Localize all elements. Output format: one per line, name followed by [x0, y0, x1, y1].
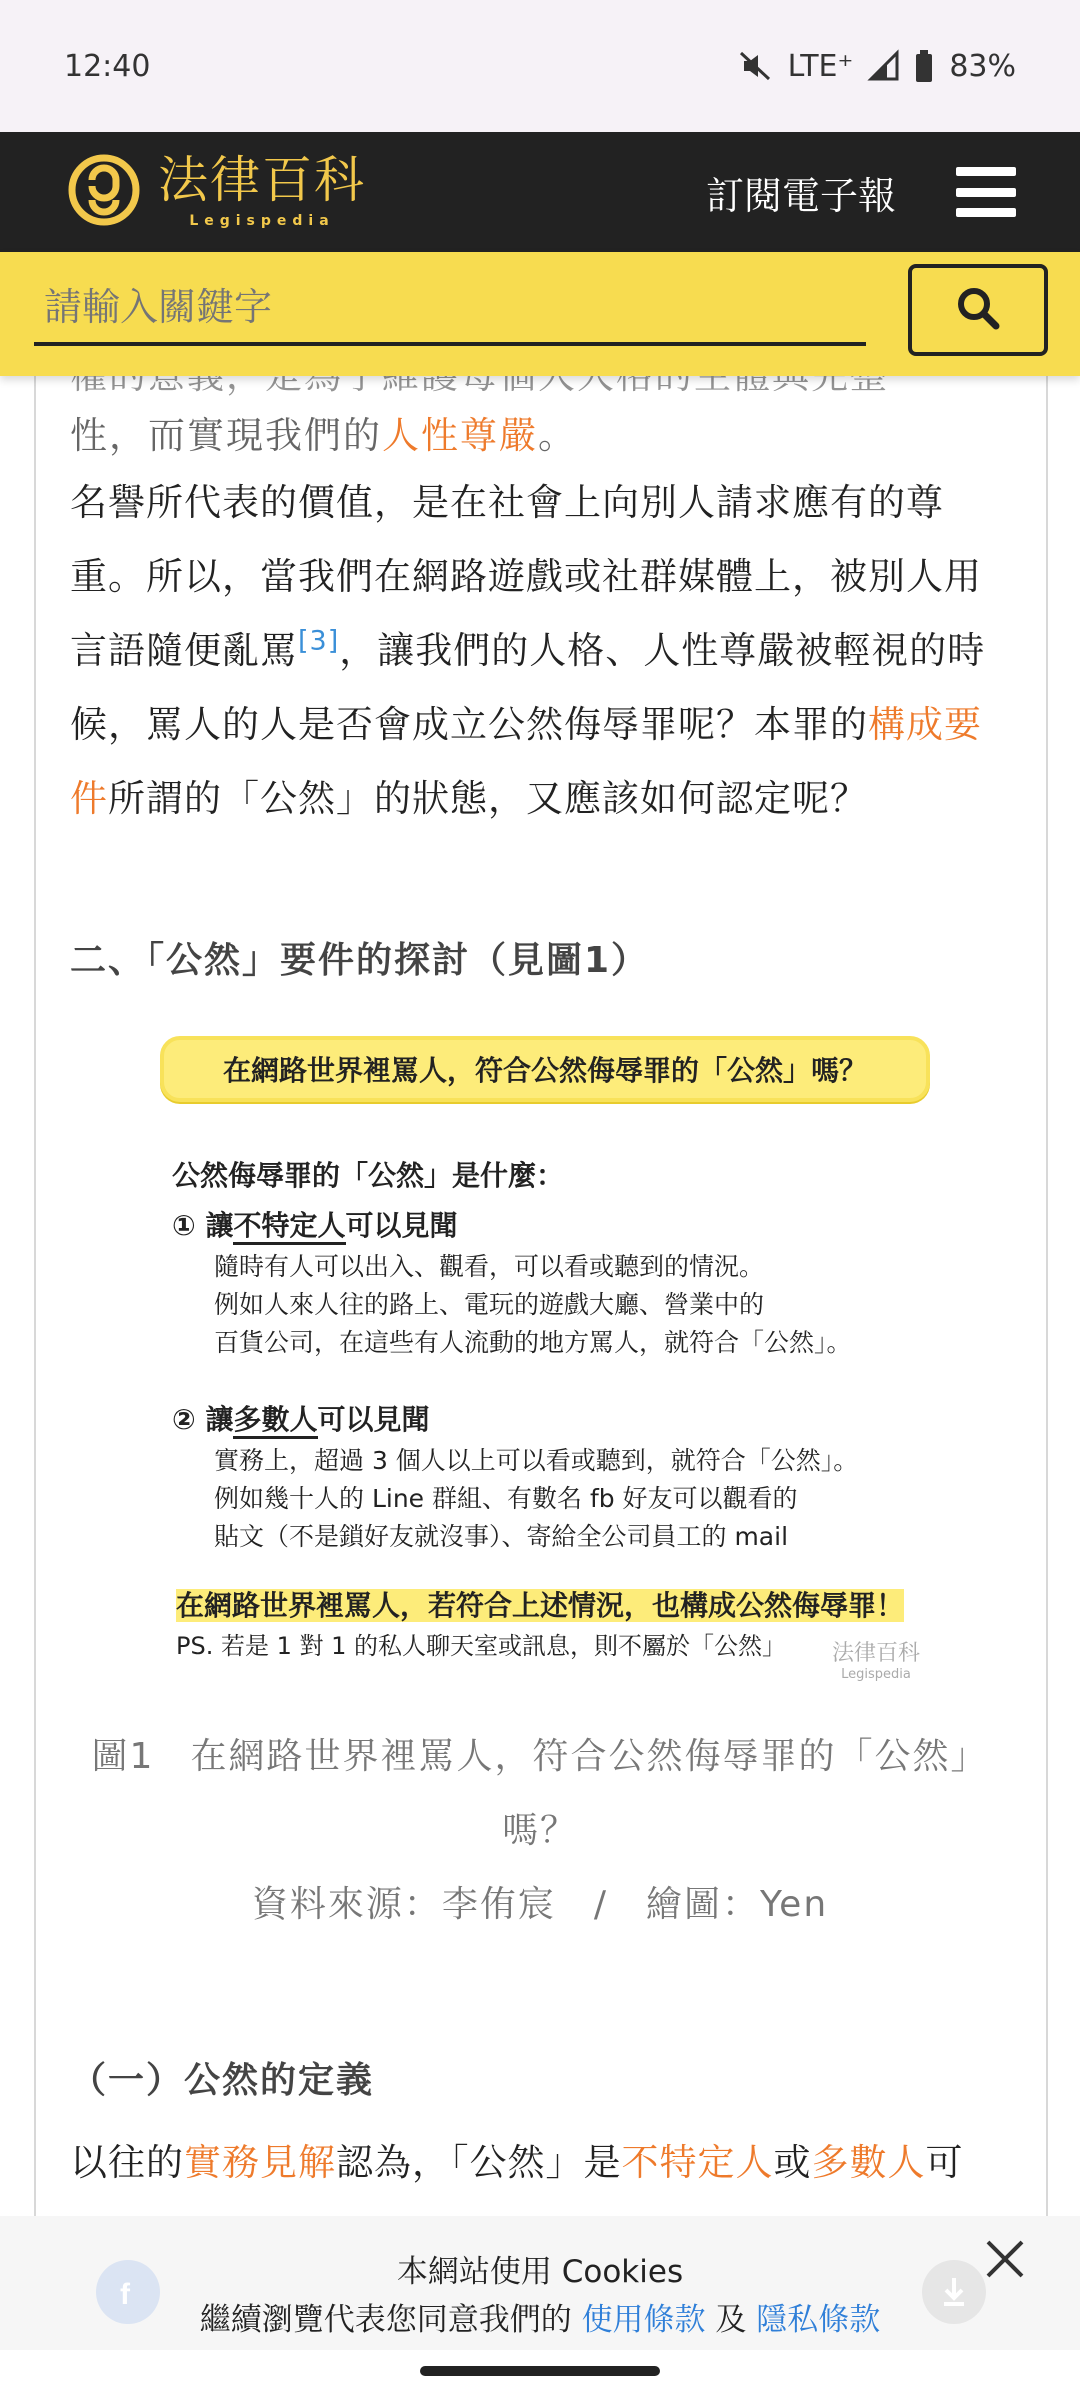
- p1-text-c: 所謂的「公然」的狀態，又應該如何認定呢？: [108, 777, 868, 820]
- figure-caption-label: 圖1: [91, 1736, 155, 1777]
- p2-text-b: 認為，「公然」是: [336, 2141, 622, 2184]
- status-bar: [0, 0, 1080, 132]
- content-frame-right: [1046, 376, 1048, 2216]
- figure-caption-text: 在網路世界裡罵人，符合公然侮辱罪的「公然」嗎？: [190, 1736, 989, 1851]
- section-heading-definition: （一）公然的定義: [70, 2060, 375, 2101]
- cookie-and-text: 及: [715, 2302, 747, 2338]
- cookie-line-1: 本網站使用 Cookies: [396, 2254, 684, 2290]
- human-dignity-link[interactable]: 人性尊嚴: [382, 414, 538, 457]
- cookie-consent-text: 繼續瀏覽代表您同意我們的: [199, 2302, 572, 2338]
- privacy-policy-link[interactable]: 隱私條款: [756, 2302, 881, 2338]
- item-2-line-1: 實務上，超過 3 個人以上可以看或聽到，就符合「公然」。: [214, 1446, 859, 1475]
- terms-of-use-link[interactable]: 使用條款: [581, 2302, 706, 2338]
- system-nav-bar: [0, 2350, 1080, 2400]
- site-logo[interactable]: [64, 150, 366, 234]
- signal-icon: [869, 51, 899, 81]
- figure-ps: PS. 若是 1 對 1 的私人聊天室或訊息，則不屬於「公然」: [176, 1632, 787, 1660]
- item-2-post: 可以見聞: [317, 1403, 430, 1436]
- section-heading-publicity: 二、「公然」要件的探討（見圖1）: [70, 940, 650, 981]
- article-content: [0, 376, 1080, 2216]
- figure-question: 公然侮辱罪的「公然」是什麼：: [172, 1159, 565, 1192]
- subscribe-newsletter-link[interactable]: 訂閱電子報: [705, 173, 896, 218]
- p2-text-d: 可: [925, 2141, 964, 2184]
- p2-text-c: 或: [773, 2141, 812, 2184]
- search-icon: [955, 285, 1001, 335]
- hamburger-menu-icon[interactable]: [956, 167, 1016, 217]
- search-input[interactable]: [34, 274, 866, 346]
- watermark-sub: Legispedia: [841, 1667, 911, 1682]
- cookie-banner: [0, 2216, 1080, 2350]
- p0-end: 。: [538, 414, 577, 457]
- status-icons: [738, 49, 1016, 84]
- figure-watermark: [832, 1636, 920, 1682]
- figure-1: [150, 1036, 950, 1696]
- elements-of-crime-link[interactable]: 構成要件: [70, 703, 982, 820]
- paragraph-reputation: [70, 466, 1010, 836]
- battery-level: 83%: [949, 48, 1016, 84]
- p0-text: 性，而實現我們的: [70, 414, 382, 457]
- figure-caption-source: 資料來源：李侑宸 / 繪圖：Yen: [251, 1884, 829, 1925]
- figure-title: 在網路世界裡罵人，符合公然侮辱罪的「公然」嗎？: [160, 1036, 930, 1102]
- figure-item-2-title: [172, 1398, 430, 1438]
- logo-name: 法律百科: [158, 151, 366, 209]
- item-2-line-2: 例如幾十人的 Line 群組、有數名 fb 好友可以觀看的: [214, 1484, 798, 1513]
- figure-item-1-title: [172, 1204, 458, 1244]
- practical-opinion-link[interactable]: 實務見解: [184, 2141, 336, 2184]
- site-header: [0, 132, 1080, 252]
- search-bar: [0, 252, 1080, 376]
- battery-icon: [915, 50, 933, 82]
- item-1-number: ①: [172, 1209, 196, 1242]
- cookie-line-2: [0, 2294, 1080, 2339]
- status-time: 12:40: [64, 48, 151, 84]
- p2-text-a: 以往的: [70, 2141, 184, 2184]
- footnote-ref-3[interactable]: [3]: [298, 625, 340, 657]
- close-cookie-icon[interactable]: [982, 2236, 1028, 2282]
- content-frame-left: [34, 376, 36, 2216]
- watermark-name: 法律百科: [831, 1641, 920, 1666]
- item-1-underlined: 不特定人: [233, 1209, 345, 1245]
- many-persons-link[interactable]: 多數人: [811, 2141, 926, 2184]
- item-2-number: ②: [172, 1403, 196, 1436]
- item-2-pre: 讓: [205, 1403, 234, 1436]
- mute-icon: [738, 51, 772, 81]
- item-2-underlined: 多數人: [233, 1403, 317, 1439]
- item-1-post: 可以見聞: [345, 1209, 458, 1242]
- item-1-pre: 讓: [205, 1209, 234, 1242]
- item-1-line-3: 百貨公司，在這些有人流動的地方罵人，就符合「公然」。: [214, 1328, 852, 1357]
- figure-conclusion-text: 在網路世界裡罵人，若符合上述情況，也構成公然侮辱罪！: [176, 1589, 905, 1622]
- figure-item-1-desc: [214, 1248, 852, 1362]
- item-2-line-3: 貼文（不是鎖好友就沒事）、寄給全公司員工的 mail: [214, 1522, 789, 1551]
- logo-subtitle: Legispedia: [189, 213, 335, 229]
- unspecified-persons-link[interactable]: 不特定人: [621, 2141, 774, 2184]
- figure-caption: [70, 1720, 1010, 1942]
- figure-conclusion: [176, 1584, 904, 1624]
- item-1-line-1: 隨時有人可以出入、觀看，可以看或聽到的情況。: [214, 1252, 765, 1281]
- network-label: LTE⁺: [787, 48, 854, 84]
- p1-text-a: 名譽所代表的價值，是在社會上向別人請求應有的尊重。所以，當我們在網路遊戲或社群媒體上，被別人用言語隨便亂罵: [70, 481, 982, 672]
- home-gesture-handle[interactable]: [420, 2366, 660, 2376]
- svg-text:f: f: [120, 2278, 130, 2311]
- item-1-line-2: 例如人來人往的路上、電玩的遊戲大廳、營業中的: [214, 1290, 765, 1319]
- p1-text-b: ，讓我們的人格、人性尊嚴被輕視的時候，罵人的人是否會成立公然侮辱罪呢？本罪的: [70, 629, 986, 746]
- figure-item-2-desc: [214, 1442, 858, 1556]
- logo-mark-icon: [64, 150, 144, 234]
- search-button[interactable]: [908, 264, 1048, 356]
